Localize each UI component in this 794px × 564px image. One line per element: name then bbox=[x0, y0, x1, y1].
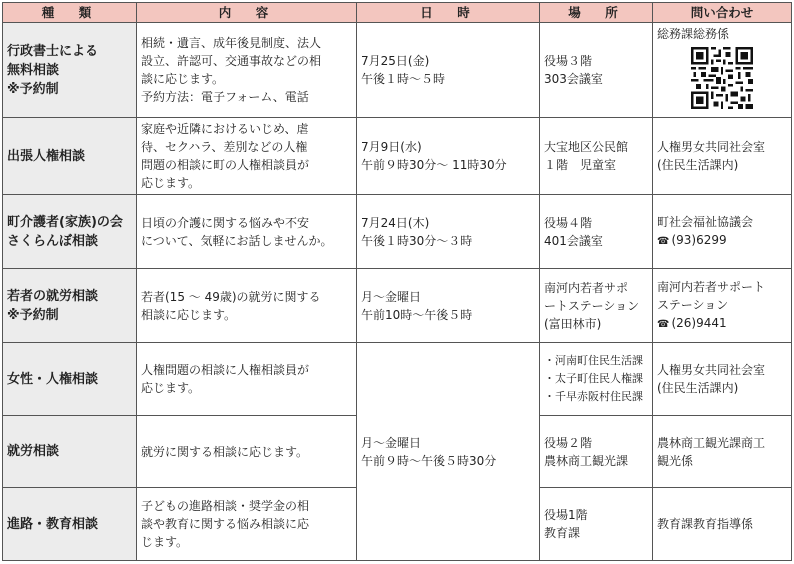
header-content: 内 容 bbox=[137, 3, 357, 23]
kind-line: 行政書士による bbox=[7, 43, 99, 59]
place-line: 教育課 bbox=[544, 526, 581, 540]
datetime-line: 午後１時～５時 bbox=[361, 72, 446, 86]
contact-line: 南河内若者サポート bbox=[657, 279, 766, 294]
row-datetime bbox=[357, 23, 540, 118]
header-place: 場 所 bbox=[540, 3, 653, 23]
kind-line: さくらんぼ相談 bbox=[7, 233, 99, 249]
row-content bbox=[137, 269, 357, 343]
place-line: ・太子町住民人権課 bbox=[544, 372, 643, 385]
contact-line: ステーション bbox=[657, 297, 729, 312]
content-line: 子どもの進路相談・奨学金の相 bbox=[141, 499, 310, 513]
datetime-line: 午後１時30分～３時 bbox=[361, 233, 473, 248]
row-place bbox=[540, 488, 653, 561]
place-line: 303会議室 bbox=[544, 72, 603, 86]
datetime-line: 午前９時30分～ 11時30分 bbox=[361, 158, 507, 172]
contact-tel bbox=[657, 231, 787, 251]
row-contact bbox=[653, 269, 792, 343]
consultation-table bbox=[2, 2, 792, 561]
contact-line: 農林商工観光課商工 bbox=[657, 435, 766, 450]
row-place bbox=[540, 416, 653, 488]
qr-code-icon[interactable] bbox=[691, 47, 753, 109]
datetime-line: 月～金曜日 bbox=[361, 435, 422, 450]
row-datetime bbox=[357, 269, 540, 343]
content-line: 相談に応じます。 bbox=[141, 307, 237, 322]
row-place bbox=[540, 195, 653, 269]
row-kind bbox=[3, 195, 137, 269]
place-line: 農林商工観光課 bbox=[544, 453, 629, 468]
table-row bbox=[3, 195, 792, 269]
row-datetime bbox=[357, 118, 540, 195]
table-row bbox=[3, 23, 792, 118]
row-contact bbox=[653, 118, 792, 195]
place-line: ・千早赤阪村住民課 bbox=[544, 390, 643, 403]
tel-number: (26)9441 bbox=[671, 315, 727, 330]
content-line: 談に応じます。 bbox=[141, 72, 225, 86]
content-line: 相続・遺言、成年後見制度、法人 bbox=[141, 36, 322, 50]
header-contact: 問い合わせ bbox=[653, 3, 792, 23]
content-line: 問題の相談に町の人権相談員が bbox=[141, 158, 310, 172]
content-line: 日頃の介護に関する悩みや不安 bbox=[141, 215, 310, 230]
datetime-line: 7月9日(水) bbox=[361, 140, 422, 154]
contact-line: 町社会福祉協議会 bbox=[657, 214, 754, 229]
header-kind: 種 類 bbox=[3, 3, 137, 23]
row-contact bbox=[653, 195, 792, 269]
datetime-line: 7月25日(金) bbox=[361, 54, 430, 68]
content-line: 設立、許認可、交通事故などの相 bbox=[141, 54, 322, 68]
content-line: 家庭や近隣におけるいじめ、虐 bbox=[141, 122, 309, 136]
place-line: 役場３階 bbox=[544, 54, 593, 68]
row-kind bbox=[3, 488, 137, 561]
kind-line: 進路・教育相談 bbox=[7, 516, 99, 532]
header-row bbox=[3, 3, 792, 23]
contact-line: (住民生活課内) bbox=[657, 158, 739, 172]
content-line: 応じます。 bbox=[141, 381, 201, 395]
content-line: 就労に関する相談に応じます。 bbox=[141, 444, 309, 459]
row-place bbox=[540, 343, 653, 416]
row-content bbox=[137, 118, 357, 195]
content-line: 若者(15 ～ 49歳)の就労に関する bbox=[141, 289, 321, 304]
kind-line: 女性・人権相談 bbox=[7, 371, 99, 387]
table-row bbox=[3, 118, 792, 195]
place-line: (富田林市) bbox=[544, 316, 602, 331]
row-kind bbox=[3, 416, 137, 488]
kind-line: 出張人権相談 bbox=[7, 148, 86, 164]
row-content bbox=[137, 23, 357, 118]
row-kind bbox=[3, 118, 137, 195]
kind-line: 町介護者(家族)の会 bbox=[7, 214, 123, 230]
content-line: 応じます。 bbox=[141, 176, 201, 190]
contact-line: 人権男女共同社会室 bbox=[657, 363, 766, 377]
datetime-line: 7月24日(木) bbox=[361, 215, 430, 230]
shared-datetime bbox=[357, 343, 540, 561]
row-content bbox=[137, 416, 357, 488]
place-line: 401会議室 bbox=[544, 233, 603, 248]
row-contact bbox=[653, 23, 792, 118]
datetime-line: 午前10時～午後５時 bbox=[361, 307, 473, 322]
place-line: ・河南町住民生活課 bbox=[544, 354, 643, 367]
place-line: ートステーション bbox=[544, 298, 640, 313]
row-content bbox=[137, 488, 357, 561]
contact-line: 人権男女共同社会室 bbox=[657, 140, 766, 154]
row-datetime bbox=[357, 195, 540, 269]
place-line: 役場２階 bbox=[544, 435, 593, 450]
content-line: じます。 bbox=[141, 535, 189, 549]
table-row bbox=[3, 269, 792, 343]
row-kind bbox=[3, 343, 137, 416]
header-datetime: 日 時 bbox=[357, 3, 540, 23]
place-line: 南河内若者サポ bbox=[544, 280, 629, 295]
contact-line: 教育課教育指導係 bbox=[657, 517, 754, 531]
kind-line: ※予約制 bbox=[7, 81, 59, 97]
row-content bbox=[137, 195, 357, 269]
kind-line: 無料相談 bbox=[7, 62, 60, 78]
kind-line: 就労相談 bbox=[7, 444, 60, 459]
content-line: 予約方法：電子フォーム、電話 bbox=[141, 90, 309, 104]
row-contact bbox=[653, 343, 792, 416]
row-place bbox=[540, 23, 653, 118]
contact-tel bbox=[657, 314, 787, 334]
content-line: 談や教育に関する悩み相談に応 bbox=[141, 517, 310, 531]
table-row bbox=[3, 343, 792, 416]
row-place bbox=[540, 269, 653, 343]
telephone-icon: ☎ bbox=[657, 318, 670, 330]
row-content bbox=[137, 343, 357, 416]
place-line: 大宝地区公民館 bbox=[544, 140, 629, 154]
kind-line: ※予約制 bbox=[7, 307, 59, 323]
telephone-icon: ☎ bbox=[657, 235, 670, 247]
row-contact bbox=[653, 416, 792, 488]
contact-line: 総務課総務係 bbox=[657, 27, 730, 41]
contact-line: (住民生活課内) bbox=[657, 381, 739, 395]
row-place bbox=[540, 118, 653, 195]
row-contact bbox=[653, 488, 792, 561]
row-kind bbox=[3, 23, 137, 118]
place-line: １階 児童室 bbox=[544, 158, 617, 172]
content-line: 人権問題の相談に人権相談員が bbox=[141, 363, 310, 377]
contact-line: 観光係 bbox=[657, 453, 694, 468]
content-line: について、気軽にお話しませんか。 bbox=[141, 233, 333, 248]
tel-number: (93)6299 bbox=[671, 232, 727, 247]
place-line: 役場４階 bbox=[544, 215, 593, 230]
row-kind bbox=[3, 269, 137, 343]
kind-line: 若者の就労相談 bbox=[7, 288, 99, 304]
content-line: 待、セクハラ、差別などの人権 bbox=[141, 140, 308, 154]
datetime-line: 午前９時～午後５時30分 bbox=[361, 453, 497, 468]
datetime-line: 月～金曜日 bbox=[361, 289, 422, 304]
place-line: 役場1階 bbox=[544, 508, 588, 522]
